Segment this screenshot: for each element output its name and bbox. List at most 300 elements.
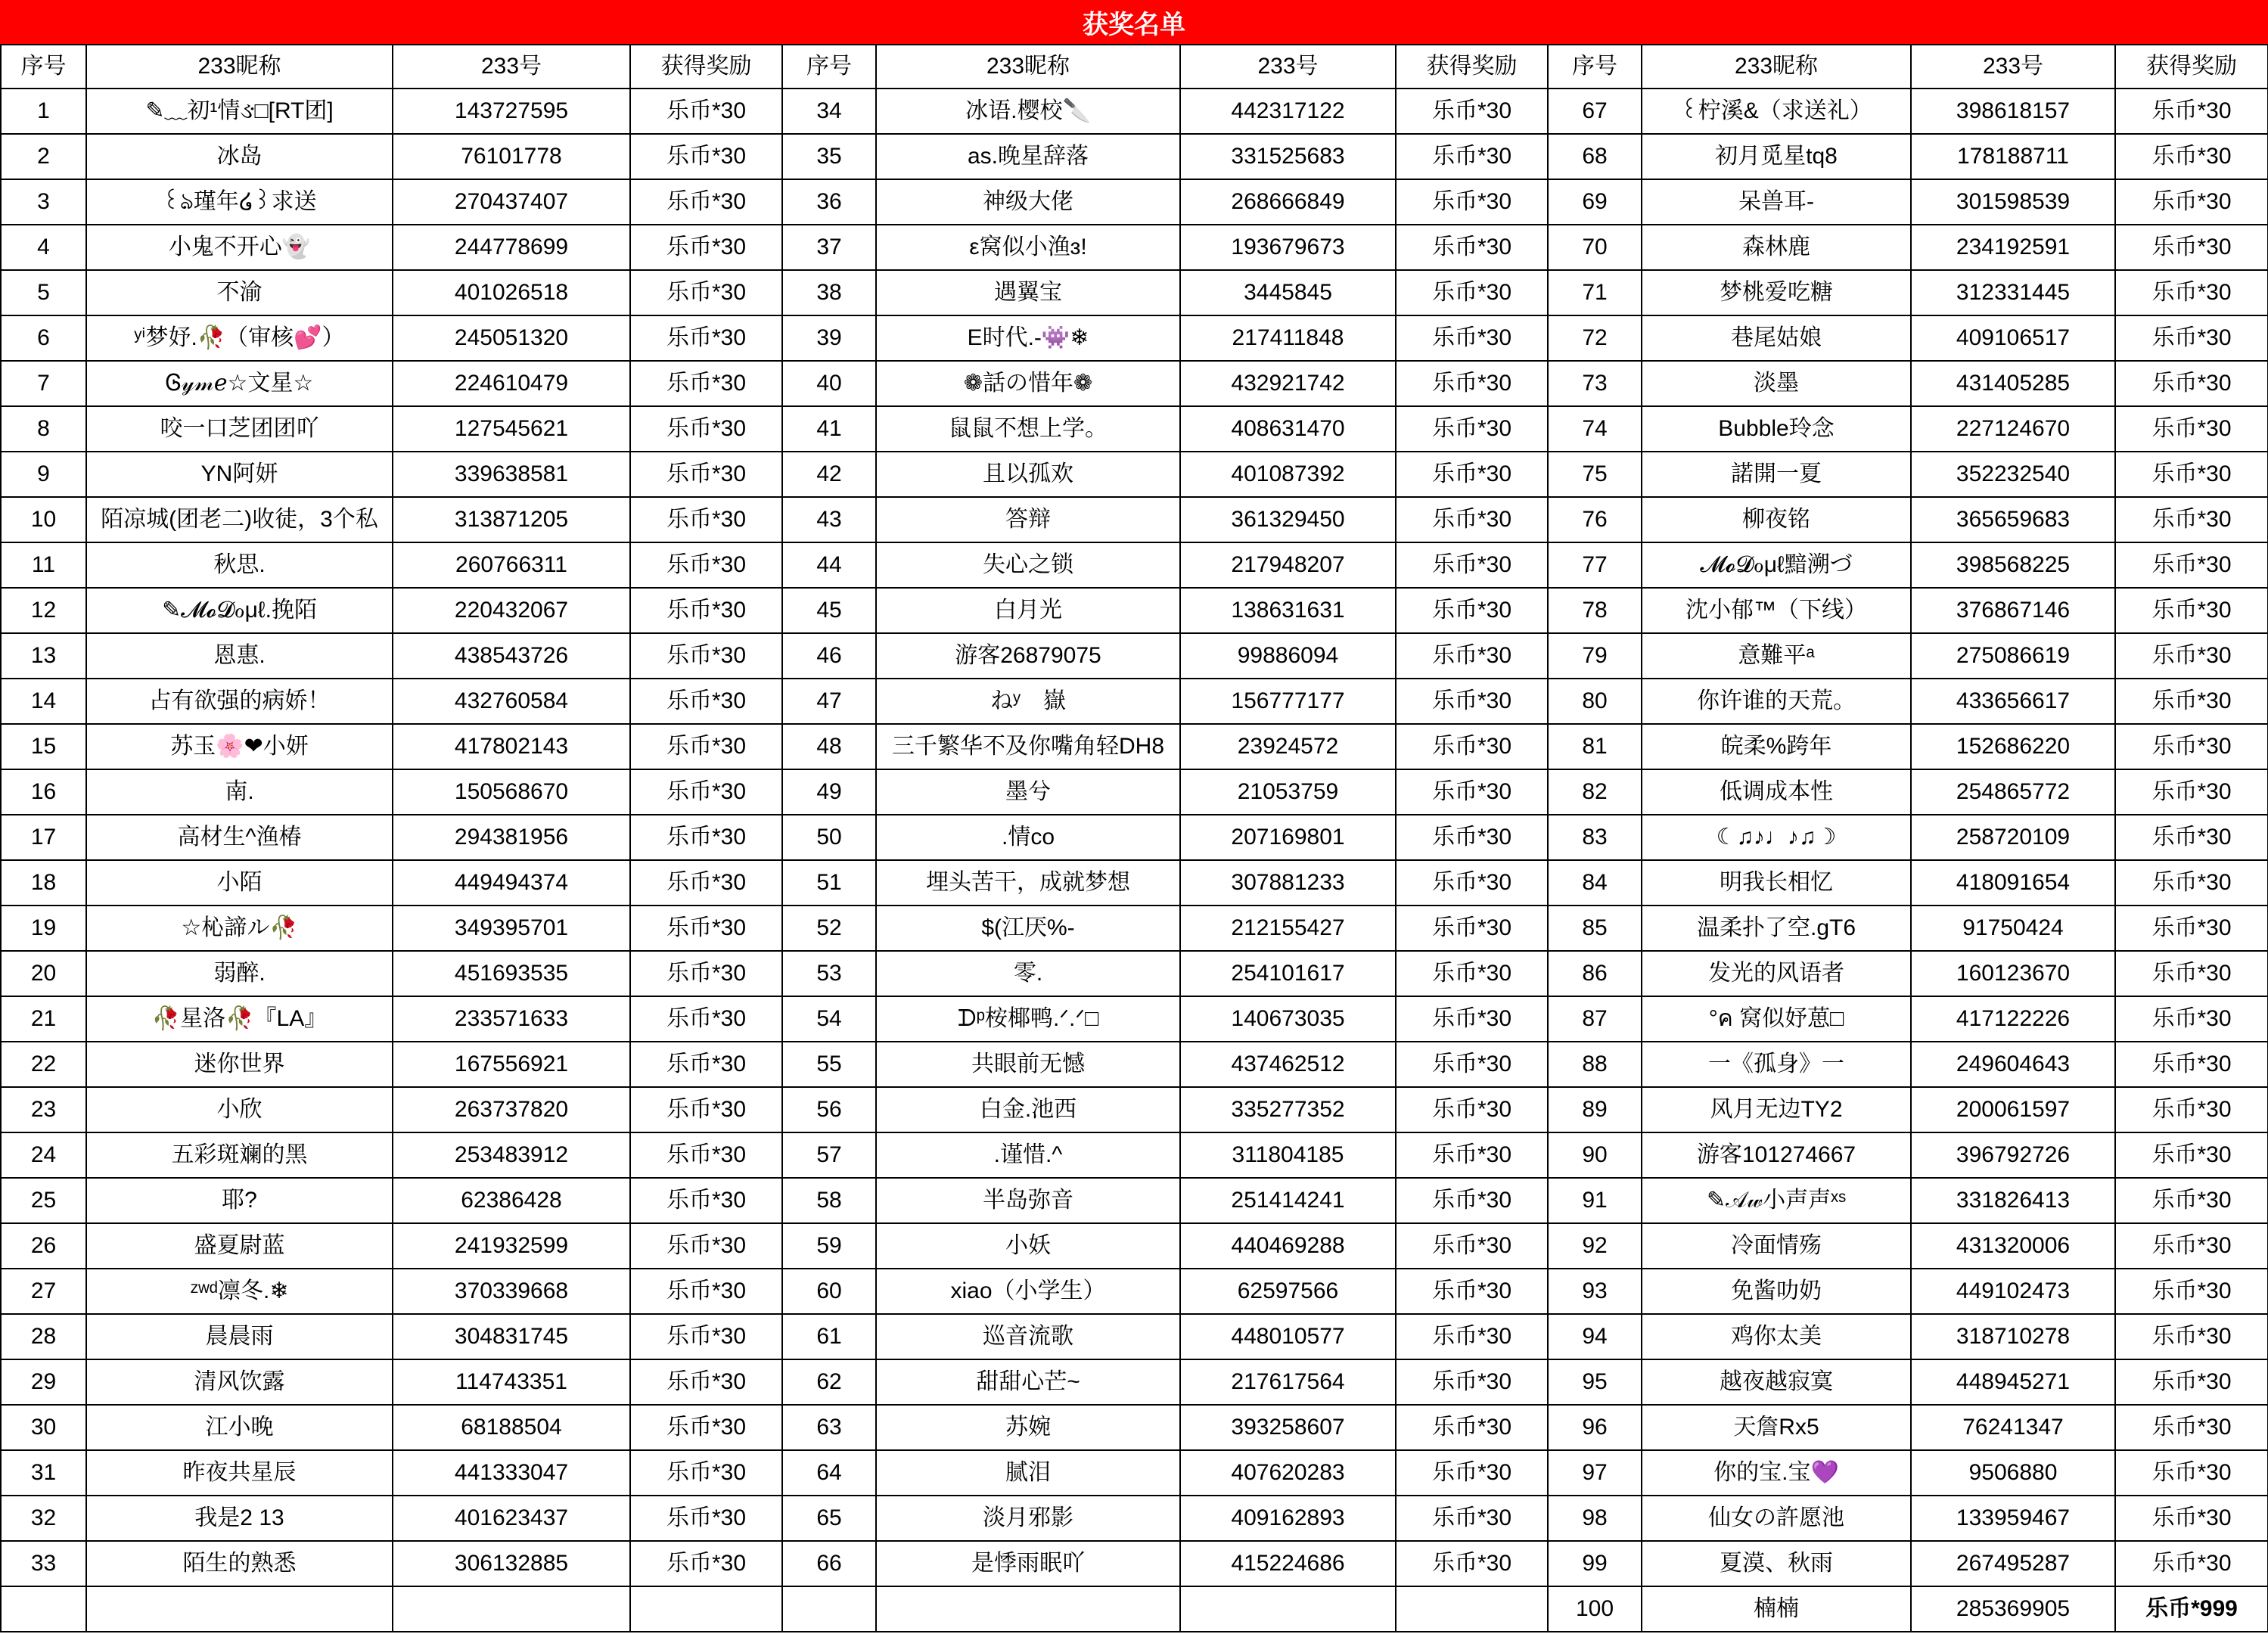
cell-id — [1181, 997, 1397, 1042]
cell-id-text: 254101617 — [1231, 961, 1345, 986]
cell-nickname — [87, 362, 393, 407]
cell-no-text: 63 — [816, 1415, 842, 1440]
cell-no — [783, 1133, 877, 1179]
cell-id — [1912, 1042, 2116, 1088]
cell-id — [1912, 770, 2116, 815]
cell-id — [1181, 770, 1397, 815]
cell-no — [1549, 1042, 1642, 1088]
cell-reward — [2116, 906, 2268, 952]
cell-id — [1912, 1360, 2116, 1406]
cell-nickname — [87, 135, 393, 180]
cell-reward-text: 乐币*30 — [2151, 325, 2232, 350]
cell-id-text: 217948207 — [1231, 552, 1345, 577]
cell-no-text: 27 — [30, 1278, 57, 1303]
cell-reward — [1397, 180, 1549, 225]
cell-no-text: 91 — [1582, 1188, 1608, 1213]
cell-id-text: 409106517 — [1956, 325, 2071, 350]
cell-no — [1549, 770, 1642, 815]
cell-reward-text: 乐币*30 — [1431, 1460, 1512, 1485]
cell-reward — [631, 89, 783, 135]
cell-reward-text: 乐币*30 — [666, 825, 747, 850]
cell-no — [0, 997, 87, 1042]
cell-id-text: 133959467 — [1956, 1505, 2071, 1530]
cell-reward — [1397, 135, 1549, 180]
cell-reward — [2116, 1224, 2268, 1269]
cell-no — [783, 543, 877, 589]
cell-nickname-text: 天詹Rx5 — [1733, 1415, 1819, 1440]
cell-no — [783, 135, 877, 180]
cell-reward-text: 乐币*30 — [2151, 1142, 2232, 1167]
cell-nickname-text: 墨兮 — [1005, 779, 1051, 804]
cell-no — [1549, 316, 1642, 362]
cell-nickname-text: 淡月邪影 — [983, 1505, 1073, 1530]
cell-reward-text: 乐币*30 — [1431, 1006, 1512, 1031]
cell-no — [0, 452, 87, 498]
cell-no-text: 18 — [30, 870, 57, 895]
cell-reward-text: 乐币*30 — [1431, 461, 1512, 486]
cell-no-text: 21 — [30, 1006, 57, 1031]
header-no-label: 序号 — [1572, 54, 1617, 79]
cell-no — [783, 861, 877, 906]
cell-nickname — [877, 316, 1181, 362]
cell-id-text: 432921742 — [1231, 371, 1345, 396]
cell-id-text: 267495287 — [1956, 1551, 2071, 1576]
cell-id — [1181, 725, 1397, 770]
cell-id — [393, 225, 631, 271]
cell-reward — [631, 1451, 783, 1496]
cell-reward-text: 乐币*30 — [666, 552, 747, 577]
cell-reward — [1397, 1088, 1549, 1133]
cell-no — [0, 634, 87, 679]
header-nickname-label: 233昵称 — [197, 54, 281, 79]
cell-id — [1912, 225, 2116, 271]
cell-id — [1181, 225, 1397, 271]
cell-reward — [631, 498, 783, 543]
cell-no — [0, 725, 87, 770]
cell-id-text: 234192591 — [1956, 235, 2071, 259]
cell-no-text: 80 — [1582, 688, 1608, 713]
cell-reward — [1397, 906, 1549, 952]
cell-no-text: 5 — [37, 280, 50, 305]
cell-id — [1912, 1269, 2116, 1315]
cell-reward — [1397, 1133, 1549, 1179]
cell-nickname — [877, 180, 1181, 225]
cell-no-text: 96 — [1582, 1415, 1608, 1440]
cell-reward — [631, 316, 783, 362]
cell-reward-text: 乐币*30 — [2151, 189, 2232, 214]
cell-nickname-text: 冰岛 — [216, 144, 263, 169]
cell-no — [1549, 1406, 1642, 1451]
cell-nickname-text: 发光的风语者 — [1708, 961, 1844, 986]
cell-no-text: 4 — [37, 235, 50, 259]
cell-id — [1181, 89, 1397, 135]
cell-nickname — [87, 725, 393, 770]
cell-reward-text: 乐币*30 — [666, 507, 747, 532]
cell-id — [1181, 271, 1397, 316]
cell-no-text: 32 — [30, 1505, 57, 1530]
cell-id — [1181, 815, 1397, 861]
cell-reward — [631, 589, 783, 634]
cell-reward-text: 乐币*30 — [1431, 1369, 1512, 1394]
cell-reward-text: 乐币*30 — [1431, 1415, 1512, 1440]
cell-no — [0, 952, 87, 997]
cell-id-text: 268666849 — [1231, 189, 1345, 214]
cell-id-text: 311804185 — [1232, 1142, 1344, 1167]
cell-reward — [2116, 1542, 2268, 1587]
cell-no-text: 30 — [30, 1415, 57, 1440]
cell-nickname — [877, 589, 1181, 634]
cell-id-text: 217617564 — [1231, 1369, 1345, 1394]
cell-nickname — [87, 1542, 393, 1587]
cell-nickname — [1642, 997, 1912, 1042]
cell-reward-text: 乐币*30 — [666, 1460, 747, 1485]
cell-no-text: 75 — [1582, 461, 1608, 486]
cell-reward — [2116, 1406, 2268, 1451]
cell-no-text: 66 — [816, 1551, 842, 1576]
cell-nickname-text: 失心之锁 — [983, 552, 1073, 577]
cell-no — [783, 1315, 877, 1360]
cell-id — [1912, 271, 2116, 316]
cell-nickname — [1642, 1587, 1912, 1632]
cell-reward-text: 乐币*30 — [2151, 643, 2232, 668]
cell-nickname-text: 你许谁的天荒。 — [1697, 688, 1856, 713]
cell-nickname — [87, 498, 393, 543]
cell-nickname-text: 柳夜铭 — [1742, 507, 1810, 532]
cell-nickname — [877, 1451, 1181, 1496]
cell-id — [393, 861, 631, 906]
cell-id-text: 193679673 — [1231, 235, 1345, 259]
cell-nickname-text: 晨晨雨 — [205, 1324, 274, 1349]
cell-id — [1912, 997, 2116, 1042]
cell-reward-text: 乐币*30 — [2151, 779, 2232, 804]
cell-nickname — [87, 997, 393, 1042]
cell-id — [1912, 1315, 2116, 1360]
cell-id-text: 352232540 — [1956, 461, 2071, 486]
cell-id — [1912, 1088, 2116, 1133]
cell-reward — [2116, 1269, 2268, 1315]
cell-id-text: 448945271 — [1956, 1369, 2071, 1394]
cell-reward — [631, 1269, 783, 1315]
cell-nickname — [87, 861, 393, 906]
cell-id — [1912, 589, 2116, 634]
cell-id — [1912, 1496, 2116, 1542]
cell-no — [1549, 362, 1642, 407]
cell-reward — [1397, 679, 1549, 725]
cell-id-text: 244778699 — [454, 235, 569, 259]
cell-reward-text: 乐币*30 — [2151, 280, 2232, 305]
empty-cell — [1181, 1587, 1397, 1632]
cell-nickname-text: ꒰ঌ瑾年໒꒱求送 — [162, 189, 317, 214]
cell-id — [1181, 316, 1397, 362]
cell-reward — [2116, 1133, 2268, 1179]
cell-nickname-text: 𝓜𝓸𝓓ℴμℓ黯溯づ — [1700, 552, 1853, 577]
cell-id — [1181, 362, 1397, 407]
cell-id — [1181, 135, 1397, 180]
cell-nickname — [87, 225, 393, 271]
cell-reward — [631, 770, 783, 815]
cell-nickname — [1642, 1406, 1912, 1451]
cell-nickname — [1642, 1360, 1912, 1406]
cell-nickname — [1642, 271, 1912, 316]
cell-nickname-text: 梦桃爱吃糖 — [1720, 280, 1833, 305]
cell-id — [1181, 861, 1397, 906]
cell-id-text: 245051320 — [454, 325, 569, 350]
cell-no-text: 3 — [37, 189, 50, 214]
cell-no-text: 54 — [816, 1006, 842, 1031]
cell-id — [393, 952, 631, 997]
cell-nickname-text: 呆兽耳- — [1738, 189, 1814, 214]
cell-no — [0, 1542, 87, 1587]
cell-id-text: 431320006 — [1956, 1233, 2071, 1258]
cell-nickname — [877, 1315, 1181, 1360]
cell-nickname-text: ❁話の惜年❁ — [963, 371, 1093, 396]
header-reward-label: 获得奖励 — [1426, 54, 1518, 79]
cell-id — [393, 271, 631, 316]
cell-nickname — [87, 589, 393, 634]
cell-reward-text: 乐币*30 — [1431, 688, 1512, 713]
cell-no-text: 44 — [816, 552, 842, 577]
cell-no-text: 19 — [30, 915, 57, 940]
cell-reward — [631, 1542, 783, 1587]
cell-reward — [1397, 1042, 1549, 1088]
cell-reward — [2116, 952, 2268, 997]
cell-nickname-text: 楠楠 — [1754, 1596, 1799, 1621]
cell-no — [0, 180, 87, 225]
cell-no-text: 55 — [816, 1052, 842, 1076]
cell-no — [0, 815, 87, 861]
cell-reward-text: 乐币*30 — [1431, 598, 1512, 623]
cell-no-text: 7 — [37, 371, 50, 396]
cell-reward — [1397, 316, 1549, 362]
cell-no-text: 49 — [816, 779, 842, 804]
cell-id-text: 451693535 — [454, 961, 569, 986]
cell-id — [1912, 1133, 2116, 1179]
cell-reward — [631, 452, 783, 498]
cell-id-text: 409162893 — [1231, 1505, 1345, 1530]
cell-id — [393, 770, 631, 815]
cell-reward — [631, 861, 783, 906]
cell-nickname — [877, 679, 1181, 725]
cell-id-text: 227124670 — [1956, 416, 2071, 441]
cell-id — [1912, 180, 2116, 225]
cell-no-text: 50 — [816, 825, 842, 850]
cell-nickname-text: 不渝 — [216, 280, 263, 305]
cell-id — [393, 725, 631, 770]
cell-reward — [2116, 135, 2268, 180]
cell-nickname-text: 神级大佬 — [983, 189, 1073, 214]
cell-nickname-text: 陌凉城(团老二)收徒，3个私 — [101, 507, 378, 532]
cell-nickname — [87, 180, 393, 225]
cell-no — [0, 861, 87, 906]
cell-nickname — [1642, 543, 1912, 589]
cell-no — [783, 316, 877, 362]
empty-cell — [87, 1587, 393, 1632]
cell-nickname-text: 鸡你太美 — [1731, 1324, 1822, 1349]
cell-reward-text: 乐币*30 — [1431, 1097, 1512, 1122]
cell-nickname-text: 小鬼不开心👻 — [168, 235, 311, 259]
cell-id-text: 398618157 — [1956, 98, 2071, 123]
cell-no — [1549, 952, 1642, 997]
cell-no-text: 95 — [1582, 1369, 1608, 1394]
cell-id-text: 62386428 — [461, 1188, 562, 1213]
cell-no — [1549, 1315, 1642, 1360]
cell-no-text: 64 — [816, 1460, 842, 1485]
cell-nickname-text: as.晚星辞落 — [967, 144, 1089, 169]
header-no — [1549, 44, 1642, 89]
cell-no — [783, 770, 877, 815]
cell-no-text: 82 — [1582, 779, 1608, 804]
cell-id-text: 220432067 — [454, 598, 569, 623]
cell-id-text: 339638581 — [454, 461, 569, 486]
cell-reward — [2116, 1451, 2268, 1496]
cell-no-text: 47 — [816, 688, 842, 713]
cell-reward — [2116, 452, 2268, 498]
cell-reward — [2116, 1088, 2268, 1133]
cell-reward — [1397, 1451, 1549, 1496]
cell-no — [1549, 997, 1642, 1042]
cell-id — [393, 1088, 631, 1133]
cell-reward-text: 乐币*30 — [666, 280, 747, 305]
cell-id — [1181, 1179, 1397, 1224]
cell-nickname — [877, 498, 1181, 543]
cell-no — [783, 89, 877, 135]
cell-no — [783, 679, 877, 725]
cell-id — [393, 498, 631, 543]
cell-reward — [1397, 1360, 1549, 1406]
cell-nickname — [877, 271, 1181, 316]
cell-id — [1912, 316, 2116, 362]
cell-id-text: 393258607 — [1231, 1415, 1345, 1440]
header-no-label: 序号 — [806, 54, 852, 79]
cell-no — [0, 407, 87, 452]
cell-id-text: 441333047 — [454, 1460, 569, 1485]
cell-nickname-text: °ค 窝似妤葸□ — [1708, 1006, 1844, 1031]
cell-id — [1181, 1451, 1397, 1496]
cell-no-text: 22 — [30, 1052, 57, 1076]
cell-nickname — [87, 770, 393, 815]
cell-reward-text: 乐币*30 — [1431, 915, 1512, 940]
cell-no — [1549, 1360, 1642, 1406]
cell-id-text: 212155427 — [1231, 915, 1345, 940]
cell-id-text: 335277352 — [1231, 1097, 1345, 1122]
cell-reward-text: 乐币*30 — [1431, 1278, 1512, 1303]
cell-reward — [631, 952, 783, 997]
cell-nickname-text: 一《孤身》一 — [1708, 1052, 1844, 1076]
cell-id-text: 306132885 — [454, 1551, 569, 1576]
cell-reward — [1397, 997, 1549, 1042]
cell-reward — [1397, 225, 1549, 271]
cell-no — [783, 452, 877, 498]
cell-id-text: 331525683 — [1231, 144, 1345, 169]
cell-id-text: 254865772 — [1956, 779, 2071, 804]
cell-reward — [631, 135, 783, 180]
cell-nickname-text: .谨惜.^ — [993, 1142, 1063, 1167]
cell-id-text: 21053759 — [1237, 779, 1339, 804]
cell-no — [0, 271, 87, 316]
cell-nickname — [1642, 498, 1912, 543]
cell-id-text: 417122226 — [1956, 1006, 2071, 1031]
cell-nickname — [877, 362, 1181, 407]
cell-id — [1912, 1179, 2116, 1224]
cell-nickname-text: 是悸雨眠吖 — [971, 1551, 1085, 1576]
cell-nickname — [87, 1451, 393, 1496]
cell-id — [393, 89, 631, 135]
cell-reward-text: 乐币*30 — [1431, 1505, 1512, 1530]
header-id-label: 233号 — [1982, 54, 2044, 79]
header-id — [1912, 44, 2116, 89]
cell-nickname-text: 答辩 — [1005, 507, 1051, 532]
cell-nickname — [877, 543, 1181, 589]
cell-id-text: 437462512 — [1231, 1052, 1345, 1076]
cell-no — [0, 1451, 87, 1496]
cell-reward-text: 乐币*30 — [2151, 416, 2232, 441]
cell-no — [0, 1042, 87, 1088]
cell-no — [1549, 589, 1642, 634]
cell-id — [1912, 407, 2116, 452]
cell-id-text: 304831745 — [454, 1324, 569, 1349]
cell-id-text: 285369905 — [1956, 1596, 2071, 1621]
cell-id — [1912, 498, 2116, 543]
cell-id — [393, 1451, 631, 1496]
cell-id-text: 401623437 — [454, 1505, 569, 1530]
cell-nickname-text: 白金.池西 — [979, 1097, 1077, 1122]
cell-no-text: 73 — [1582, 371, 1608, 396]
cell-reward — [2116, 1315, 2268, 1360]
cell-id-text: 68188504 — [461, 1415, 562, 1440]
cell-nickname-text: ε窝似小渔ɜ! — [969, 235, 1087, 259]
cell-reward-text: 乐币*30 — [2151, 1505, 2232, 1530]
cell-reward — [2116, 634, 2268, 679]
cell-no — [783, 498, 877, 543]
cell-reward — [1397, 861, 1549, 906]
cell-id-text: 23924572 — [1237, 734, 1339, 759]
cell-no — [0, 225, 87, 271]
cell-id — [1181, 407, 1397, 452]
cell-reward — [631, 906, 783, 952]
cell-id — [1181, 952, 1397, 997]
cell-nickname — [877, 1133, 1181, 1179]
cell-nickname-text: Ꮆ𝓎𝓂ℯ☆文星☆ — [165, 371, 314, 396]
cell-reward-text: 乐币*30 — [666, 1188, 747, 1213]
cell-reward-text: 乐币*30 — [2151, 507, 2232, 532]
cell-no — [1549, 498, 1642, 543]
cell-nickname-text: 鼠鼠不想上学。 — [949, 416, 1108, 441]
cell-no — [0, 316, 87, 362]
cell-nickname-text: YN阿妍 — [200, 461, 278, 486]
cell-no-text: 9 — [37, 461, 50, 486]
cell-nickname-text: 遇翼宝 — [994, 280, 1062, 305]
cell-nickname — [1642, 861, 1912, 906]
cell-id-text: 91750424 — [1962, 915, 2064, 940]
cell-reward-text: 乐币*30 — [1431, 325, 1512, 350]
cell-no — [1549, 725, 1642, 770]
cell-no-text: 39 — [816, 325, 842, 350]
cell-reward — [2116, 997, 2268, 1042]
cell-id-text: 307881233 — [1231, 870, 1345, 895]
cell-id — [393, 1496, 631, 1542]
cell-no — [1549, 1224, 1642, 1269]
cell-id — [393, 997, 631, 1042]
cell-reward — [631, 1042, 783, 1088]
cell-reward-text: 乐币*30 — [666, 325, 747, 350]
cell-no-text: 77 — [1582, 552, 1608, 577]
cell-reward-text: 乐币*30 — [666, 734, 747, 759]
winners-list-title: 获奖名单 — [0, 0, 2268, 44]
cell-id — [1912, 362, 2116, 407]
cell-id — [393, 316, 631, 362]
cell-reward-text: 乐币*30 — [666, 961, 747, 986]
cell-no-text: 12 — [30, 598, 57, 623]
